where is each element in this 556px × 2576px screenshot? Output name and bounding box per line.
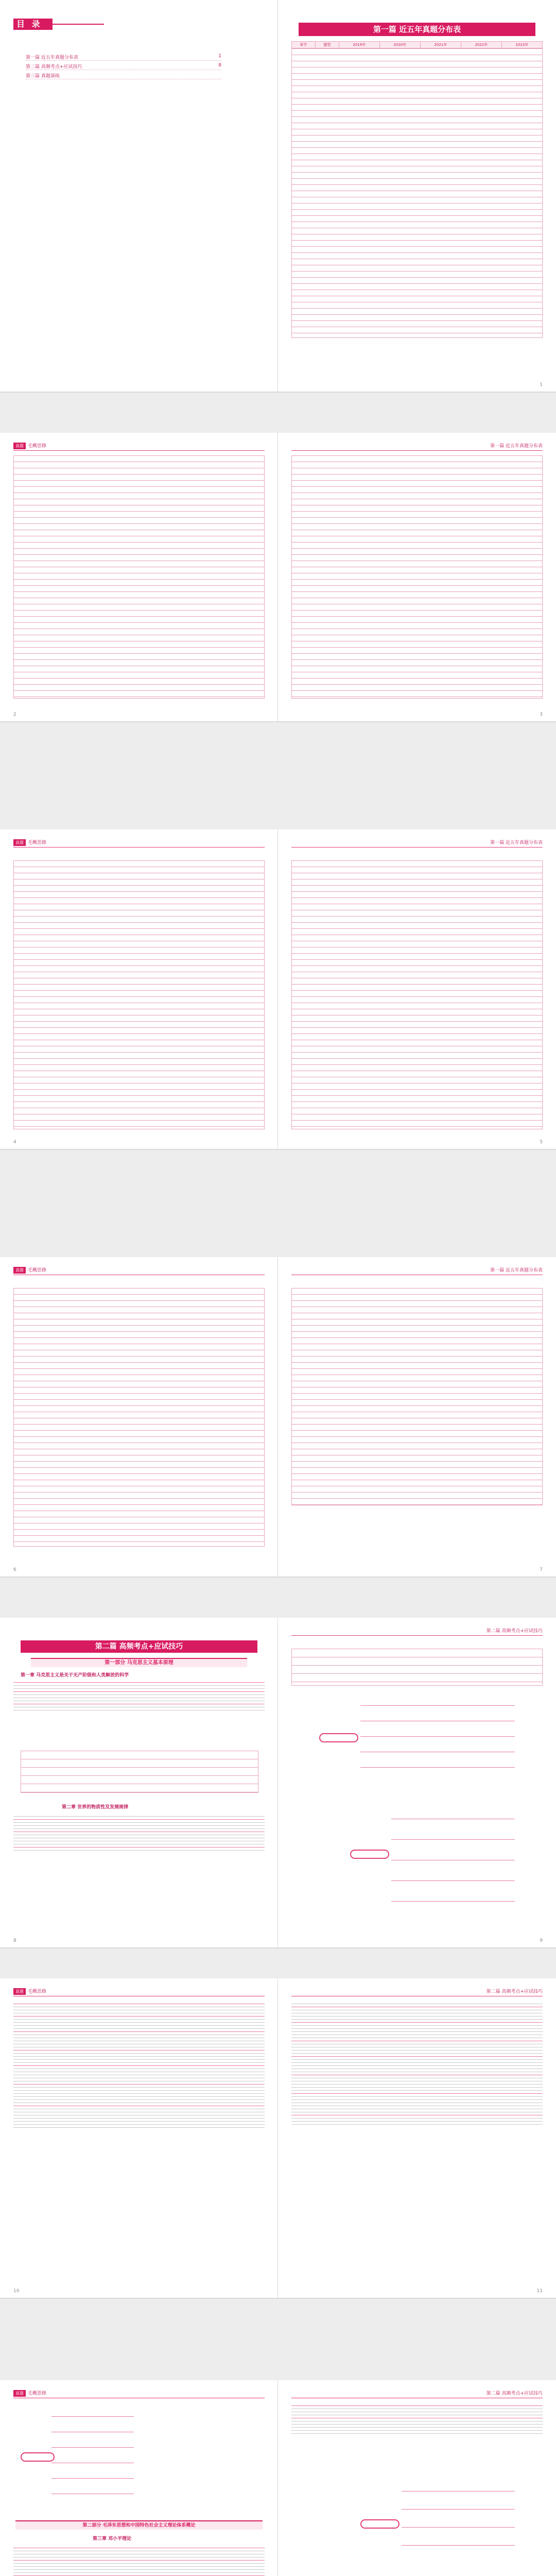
mind-map-4	[299, 2483, 535, 2566]
page-number: 3	[540, 712, 543, 717]
page-header: 第一篇 近五年真题分布表	[291, 442, 543, 451]
part2-subtitle: 第一部分 马克思主义基本原理	[31, 1658, 247, 1667]
table-body-p1	[291, 48, 543, 338]
mind-map-root-2	[350, 1850, 389, 1859]
page-number: 5	[540, 1140, 543, 1145]
mind-map-root-4	[360, 2519, 399, 2529]
page-header: 第二篇 高频考点+应试技巧	[291, 1988, 543, 1996]
body-text-p8a	[13, 1680, 265, 1741]
part1-page-3	[278, 433, 556, 721]
table-body-p5	[291, 860, 543, 1129]
distribution-table-p1	[291, 41, 543, 48]
part2-page-9	[278, 1618, 556, 1947]
part1-page-4	[0, 829, 278, 1149]
spread-6	[0, 1978, 556, 2298]
toc-item-2[interactable]: 第二篇 高频考点+应试技巧 8	[26, 63, 221, 70]
spread-4	[0, 1257, 556, 1577]
summary-table-p8	[21, 1751, 258, 1793]
part2-page-11	[278, 1978, 556, 2298]
table-body-p7	[291, 1288, 543, 1505]
part1-page-2	[0, 433, 278, 721]
table-body-p3	[291, 455, 543, 699]
body-text-p11	[291, 2001, 543, 2279]
spread-5	[0, 1618, 556, 1947]
chapter-4-heading: 第三章 邓小平理论	[93, 2536, 132, 2541]
body-text-p13a	[291, 2403, 543, 2475]
col-2020: 2020年	[379, 42, 420, 48]
toc-page	[0, 0, 278, 392]
page-number: 9	[540, 1938, 543, 1943]
toc-title: 目 录	[13, 19, 53, 30]
mind-map-3	[15, 2411, 263, 2504]
spread-1	[0, 0, 556, 392]
table-body-p4	[13, 860, 265, 1129]
page-header: 真题 毛概思修	[13, 442, 265, 451]
mind-map-2	[299, 1808, 535, 1911]
body-text-p8b	[13, 1814, 265, 1917]
col-2021: 2021年	[420, 42, 461, 48]
col-2023: 2023年	[501, 42, 542, 48]
table-body-p2	[13, 455, 265, 699]
toc-item-3[interactable]: 第三篇 真题演练	[26, 72, 221, 79]
body-text-p10	[13, 2001, 265, 2279]
page-number: 1	[540, 382, 543, 387]
page-number: 11	[536, 2289, 543, 2294]
page-number: 6	[13, 1567, 16, 1572]
part2-page-13	[278, 2380, 556, 2576]
spread-7	[0, 2380, 556, 2576]
part2-page-12	[0, 2380, 278, 2576]
col-2019: 2019年	[339, 42, 379, 48]
col-2022: 2022年	[461, 42, 501, 48]
spread-2	[0, 433, 556, 721]
part1-page-6	[0, 1257, 278, 1577]
page-number: 10	[13, 2289, 20, 2294]
spread-3	[0, 829, 556, 1149]
page-number: 7	[540, 1567, 543, 1572]
chapter-1-heading: 第一章 马克思主义是关于无产阶级和人类解放的科学	[21, 1673, 129, 1678]
table-body-p6	[13, 1288, 265, 1547]
page-number: 2	[13, 712, 16, 717]
part2-title: 第二篇 高频考点+应试技巧	[21, 1640, 257, 1653]
part2-page-8	[0, 1618, 278, 1947]
page-header: 第二篇 高频考点+应试技巧	[291, 2389, 543, 2398]
page-header: 第一篇 近五年真题分布表	[291, 839, 543, 848]
toc-item-1[interactable]: 第一篇 近五年真题分布表 1	[26, 54, 221, 60]
part1-page-7	[278, 1257, 556, 1577]
page-header: 第一篇 近五年真题分布表	[291, 1266, 543, 1275]
col-chapter: 章节	[292, 42, 316, 48]
part1-title: 第一篇 近五年真题分布表	[299, 23, 535, 36]
col-type: 题型	[315, 42, 339, 48]
table-p9	[291, 1649, 543, 1686]
page-header: 真题 毛概思修	[13, 1988, 265, 1996]
page-number: 8	[13, 1938, 16, 1943]
part1-page-5	[278, 829, 556, 1149]
chapter-2-heading: 第二章 世界的物质性及发展规律	[62, 1805, 129, 1810]
part1-page-1	[278, 0, 556, 392]
chapter-3-heading: 第二部分 毛泽东思想和中国特色社会主义理论体系概论	[15, 2520, 263, 2530]
page-header: 第二篇 高频考点+应试技巧	[291, 1627, 543, 1636]
body-text-p12	[13, 2545, 265, 2576]
mind-map-root	[319, 1733, 358, 1742]
page-header: 真题 毛概思修	[13, 839, 265, 848]
page-header: 真题 毛概思修	[13, 2389, 265, 2398]
page-number: 4	[13, 1140, 16, 1145]
mind-map-root-3	[21, 2452, 55, 2462]
part2-page-10	[0, 1978, 278, 2298]
mind-map-1	[299, 1695, 535, 1783]
page-header: 真题 毛概思修	[13, 1266, 265, 1275]
